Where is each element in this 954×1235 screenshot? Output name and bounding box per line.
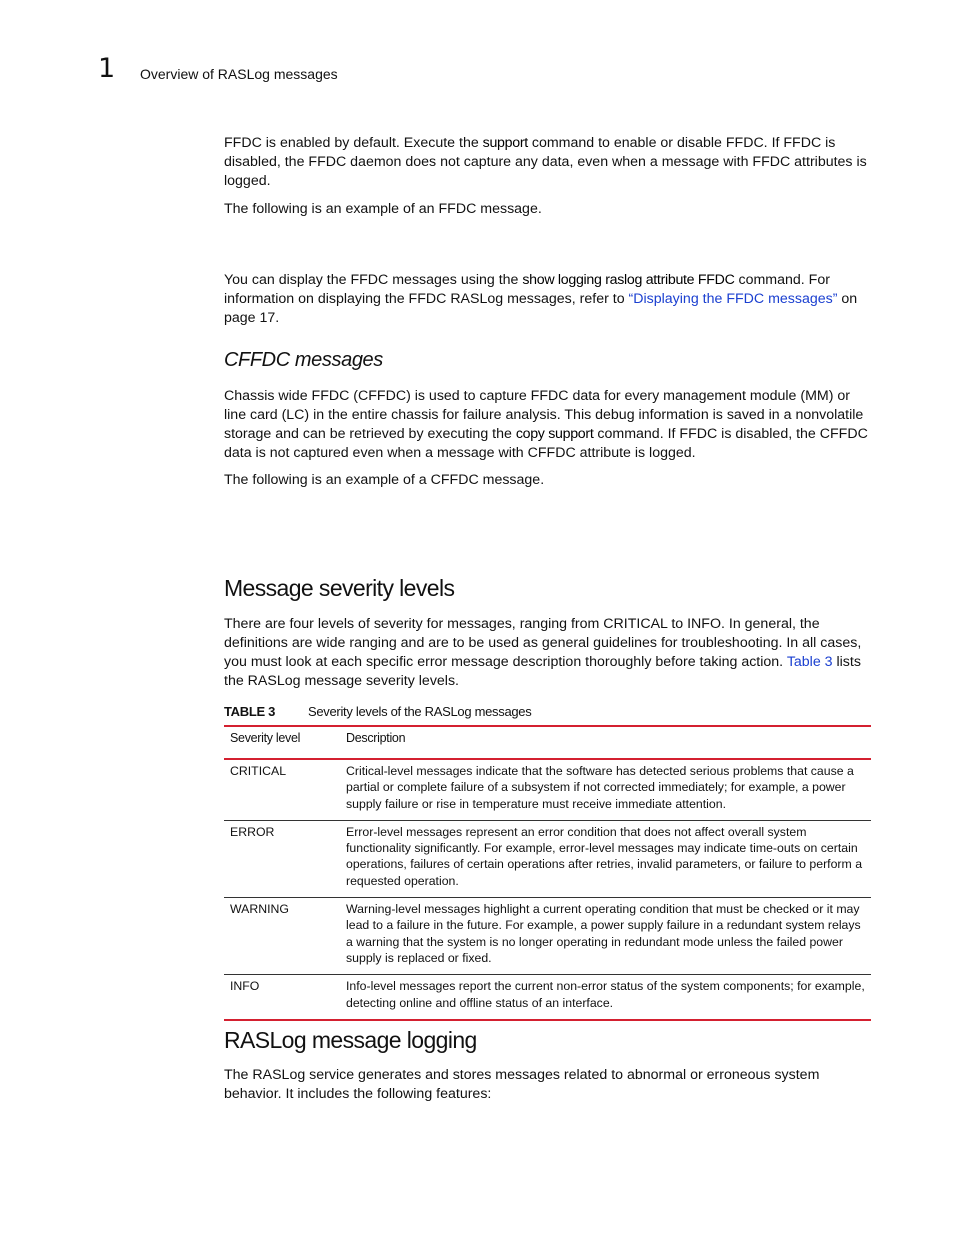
- column-header-severity: Severity level: [224, 726, 340, 759]
- copy-support-command: copy support: [515, 426, 594, 442]
- show-logging-command: show logging raslog attribute FFDC: [522, 272, 735, 288]
- table-caption: [224, 703, 532, 720]
- raslog-paragraph: The RASLog service generates and stores messages related to abnormal or erroneous system behavior. It includes the following features:: [224, 1067, 820, 1102]
- table-row: [224, 759, 871, 820]
- running-header-title: Overview of RASLog messages: [140, 66, 338, 82]
- table-row: [224, 898, 871, 975]
- support-command: support: [482, 135, 528, 151]
- description-cell: Info-level messages report the current non-error status of the system components; for example, detecting online and offline status of an interface.: [340, 975, 871, 1020]
- severity-level-cell: CRITICAL: [224, 759, 340, 820]
- ffdc-paragraph-3: You can display the FFDC messages using the show logging raslog attribute FFDC command. For information on displaying the FFDC RASLog messages, refer to “Displaying the FFDC messages” on page 17.: [224, 272, 858, 326]
- description-cell: Error-level messages represent an error condition that does not affect overall system functionality significantly. For example, error-level messages may indicate time-outs on certain operations, failures of certain operations after retries, invalid parameters, or failure to perform a requested operation.: [340, 820, 871, 897]
- severity-level-cell: INFO: [224, 975, 340, 1020]
- description-cell: Warning-level messages highlight a current operating condition that must be checked or it may lead to a failure in the future. For example, a power supply failure in a redundant system relays a warning that the system is no longer operating in redundant mode unless the failed power supply is replaced or fixed.: [340, 898, 871, 975]
- ffdc-paragraph-1: FFDC is enabled by default. Execute the support command to enable or disable FFDC. If FFDC is disabled, the FFDC daemon does not capture any data, even when a message with FFDC attributes is logged.: [224, 135, 867, 189]
- raslog-logging-heading: RASLog message logging: [224, 1027, 477, 1053]
- severity-heading: Message severity levels: [224, 575, 455, 601]
- ffdc-example-intro: The following is an example of an FFDC message.: [224, 201, 542, 217]
- table-title: Severity levels of the RASLog messages: [308, 704, 532, 719]
- column-header-description: Description: [340, 726, 871, 759]
- severity-table: [224, 725, 871, 1021]
- table-row: [224, 820, 871, 897]
- severity-level-cell: WARNING: [224, 898, 340, 975]
- severity-paragraph: There are four levels of severity for messages, ranging from CRITICAL to INFO. In general, the definitions are wide ranging and are to be used as general guidelines for troubleshooting. In all cases, you must look at each specific error message description thoroughly before taking action. Table 3 lists the RASLog message severity levels.: [224, 616, 862, 689]
- table-label: TABLE 3: [224, 704, 276, 719]
- displaying-ffdc-link[interactable]: “Displaying the FFDC messages”: [628, 291, 838, 307]
- table-row: [224, 975, 871, 1020]
- cffdc-paragraph-1: Chassis wide FFDC (CFFDC) is used to capture FFDC data for every management module (MM) or line card (LC) in the entire chassis for failure analysis. This debug information is saved in a nonvolatile storage and can be retrieved by executing the copy support command. If FFDC is disabled, the CFFDC data is not captured even when a message with CFFDC attribute is logged.: [224, 388, 868, 461]
- table-3-link[interactable]: Table 3: [786, 654, 833, 670]
- chapter-number: 1: [98, 53, 116, 84]
- description-cell: Critical-level messages indicate that the software has detected serious problems that cause a partial or complete failure of a subsystem if not corrected immediately; for example, a power supply failure or rise in temperature must receive immediate attention.: [340, 759, 871, 820]
- cffdc-example-intro: The following is an example of a CFFDC message.: [224, 472, 545, 488]
- severity-level-cell: ERROR: [224, 820, 340, 897]
- table-header-row: [224, 726, 871, 759]
- cffdc-heading: CFFDC messages: [224, 349, 383, 371]
